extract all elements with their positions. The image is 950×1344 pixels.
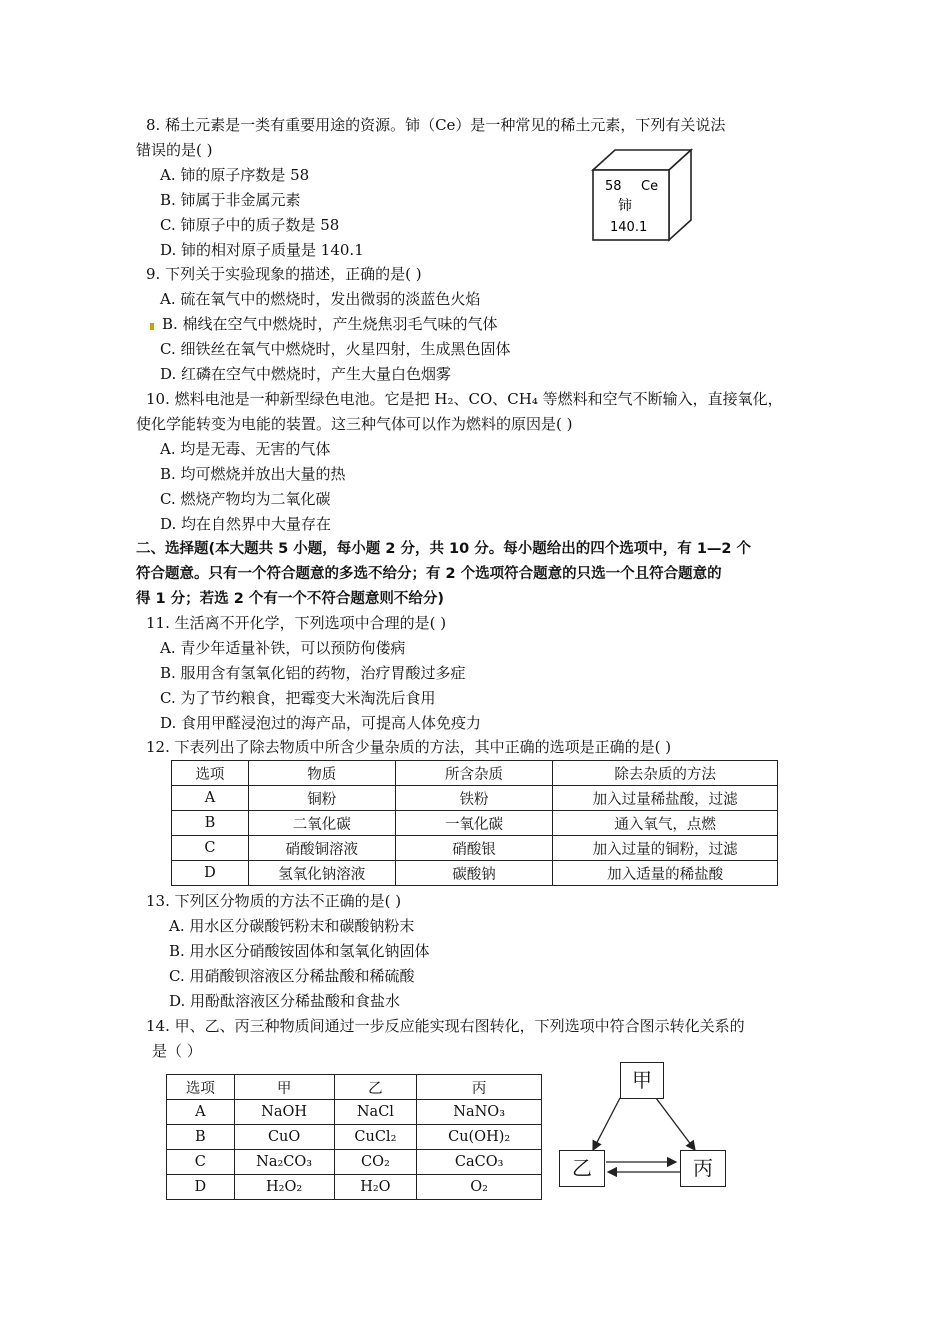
table-cell: 碳酸钠	[395, 861, 553, 886]
table-header-cell: 所含杂质	[395, 761, 553, 786]
table-cell: 通入氧气，点燃	[553, 811, 778, 836]
table-cell: 加入过量的铜粉，过滤	[553, 836, 778, 861]
q9-option-d: D. 红磷在空气中燃烧时，产生大量白色烟雾	[160, 365, 452, 383]
table-cell: 加入适量的稀盐酸	[553, 861, 778, 886]
element-symbol: Ce	[641, 179, 659, 194]
table-row	[172, 861, 778, 886]
q9-stem: 9. 下列关于实验现象的描述，正确的是( )	[146, 265, 422, 283]
table-cell: 铜粉	[248, 786, 395, 811]
q8-stem-line1: 8. 稀土元素是一类有重要用途的资源。铈（Ce）是一种常见的稀土元素，下列有关说法	[146, 116, 726, 134]
q9-option-c: C. 细铁丝在氧气中燃烧时，火星四射，生成黑色固体	[160, 340, 511, 358]
q13-stem: 13. 下列区分物质的方法不正确的是( )	[146, 892, 402, 910]
table-row	[167, 1100, 542, 1125]
q11-option-b: B. 服用含有氢氧化铝的药物，治疗胃酸过多症	[160, 664, 466, 682]
arrow-jia-to-bing	[656, 1098, 695, 1150]
q14-stem-line2: 是（ ）	[152, 1042, 202, 1060]
q9-option-b: B. 棉线在空气中燃烧时，产生烧焦羽毛气味的气体	[162, 315, 498, 333]
q11-option-a: A. 青少年适量补铁，可以预防佝偻病	[160, 639, 406, 657]
q13-option-b: B. 用水区分硝酸铵固体和氢氧化钠固体	[169, 942, 430, 960]
table-cell: 硝酸银	[395, 836, 553, 861]
table-cell: B	[172, 811, 249, 836]
q14-table	[166, 1074, 542, 1200]
table-cell: CuCl₂	[334, 1125, 417, 1150]
stray-mark	[150, 323, 154, 330]
diagram-box-jia: 甲	[620, 1062, 664, 1099]
table-cell: CaCO₃	[417, 1150, 542, 1175]
q10-stem-line1: 10. 燃料电池是一种新型绿色电池。它是把 H₂、CO、CH₄ 等燃料和空气不断输入，直接氧化，	[146, 390, 783, 408]
table-header-cell: 选项	[167, 1075, 235, 1100]
q8-option-a: A. 铈的原子序数是 58	[160, 166, 310, 184]
table-cell: B	[167, 1125, 235, 1150]
q11-stem: 11. 生活离不开化学，下列选项中合理的是( )	[146, 614, 447, 632]
table-cell: CuO	[234, 1125, 334, 1150]
element-name: 铈	[618, 198, 632, 214]
q13-option-d: D. 用酚酞溶液区分稀盐酸和食盐水	[169, 992, 401, 1010]
section2-line2: 符合题意。只有一个符合题意的多选不给分；有 2 个选项符合题意的只选一个且符合题意的	[136, 566, 722, 582]
section2-line3: 得 1 分；若选 2 个有一个不符合题意则不给分)	[136, 591, 444, 607]
q10-option-d: D. 均在自然界中大量存在	[160, 515, 332, 533]
table-cell: H₂O	[334, 1175, 417, 1200]
table-cell: C	[172, 836, 249, 861]
table-header-cell: 丙	[417, 1075, 542, 1100]
table-row	[167, 1125, 542, 1150]
table-row	[172, 836, 778, 861]
table-cell: Na₂CO₃	[234, 1150, 334, 1175]
table-cell: 加入过量稀盐酸，过滤	[553, 786, 778, 811]
table-cell: A	[172, 786, 249, 811]
table-row	[167, 1175, 542, 1200]
q12-stem: 12. 下表列出了除去物质中所含少量杂质的方法，其中正确的选项是正确的是( )	[146, 738, 672, 756]
element-number: 58	[605, 179, 622, 194]
q14-stem-line1: 14. 甲、乙、丙三种物质间通过一步反应能实现右图转化，下列选项中符合图示转化关系的	[146, 1017, 745, 1035]
table-cell: NaCl	[334, 1100, 417, 1125]
table-cell: NaOH	[234, 1100, 334, 1125]
q9-option-a: A. 硫在氧气中的燃烧时，发出微弱的淡蓝色火焰	[160, 290, 481, 308]
table-row	[172, 786, 778, 811]
table-header-cell: 物质	[248, 761, 395, 786]
diagram-box-yi: 乙	[559, 1150, 605, 1187]
element-mass: 140.1	[610, 220, 648, 235]
diagram-box-bing: 丙	[680, 1150, 726, 1187]
q13-option-c: C. 用硝酸钡溶液区分稀盐酸和稀硫酸	[169, 967, 415, 985]
element-cell	[585, 146, 697, 246]
table-header-cell: 选项	[172, 761, 249, 786]
q11-option-c: C. 为了节约粮食，把霉变大米淘洗后食用	[160, 689, 436, 707]
table-cell: 一氧化碳	[395, 811, 553, 836]
q8-stem-line2: 错误的是( )	[136, 141, 213, 159]
table-cell: CO₂	[334, 1150, 417, 1175]
table-cell: 二氧化碳	[248, 811, 395, 836]
table-cell: O₂	[417, 1175, 542, 1200]
table-header-cell: 乙	[334, 1075, 417, 1100]
q8-option-c: C. 铈原子中的质子数是 58	[160, 216, 340, 234]
table-cell: 氢氧化钠溶液	[248, 861, 395, 886]
table-cell: A	[167, 1100, 235, 1125]
q10-option-a: A. 均是无毒、无害的气体	[160, 440, 331, 458]
q11-option-d: D. 食用甲醛浸泡过的海产品，可提高人体免疫力	[160, 714, 482, 732]
table-cell: Cu(OH)₂	[417, 1125, 542, 1150]
section2-line1: 二、选择题(本大题共 5 小题，每小题 2 分，共 10 分。每小题给出的四个选项中，有 1—2 个	[136, 541, 752, 557]
table-header-cell: 除去杂质的方法	[553, 761, 778, 786]
table-cell: NaNO₃	[417, 1100, 542, 1125]
q8-option-b: B. 铈属于非金属元素	[160, 191, 301, 209]
table-cell: 铁粉	[395, 786, 553, 811]
table-row	[172, 811, 778, 836]
table-cell: 硝酸铜溶液	[248, 836, 395, 861]
table-cell: D	[167, 1175, 235, 1200]
table-cell: H₂O₂	[234, 1175, 334, 1200]
q10-option-c: C. 燃烧产物均为二氧化碳	[160, 490, 331, 508]
table-cell: C	[167, 1150, 235, 1175]
q13-option-a: A. 用水区分碳酸钙粉末和碳酸钠粉末	[169, 917, 415, 935]
table-row	[167, 1150, 542, 1175]
table-header-cell: 甲	[234, 1075, 334, 1100]
q8-option-d: D. 铈的相对原子质量是 140.1	[160, 241, 364, 259]
table-cell: D	[172, 861, 249, 886]
q10-option-b: B. 均可燃烧并放出大量的热	[160, 465, 346, 483]
q12-table	[171, 760, 778, 886]
table-header-row	[172, 761, 778, 786]
arrow-jia-to-yi	[593, 1098, 620, 1150]
q10-stem-line2: 使化学能转变为电能的装置。这三种气体可以作为燃料的原因是( )	[136, 415, 573, 433]
table-header-row	[167, 1075, 542, 1100]
